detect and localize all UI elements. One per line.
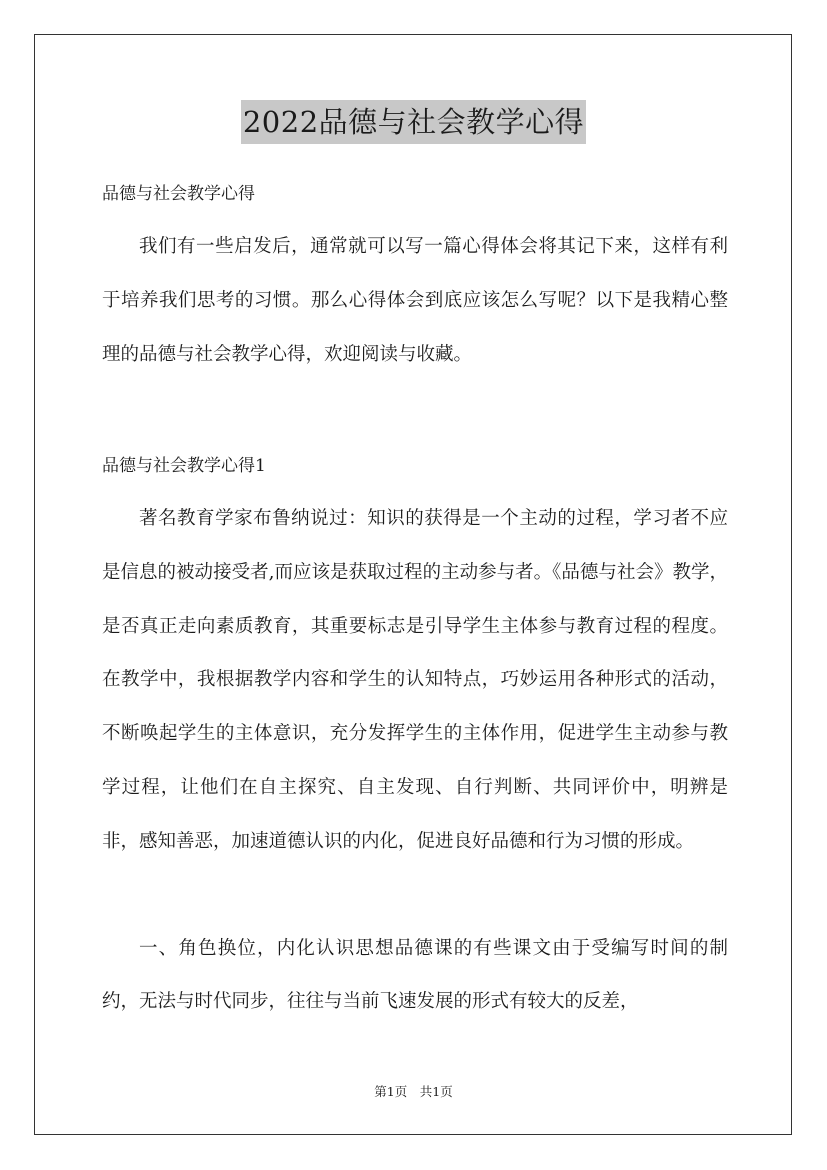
document-title: 2022品德与社会教学心得 bbox=[241, 100, 586, 144]
title-container bbox=[0, 100, 827, 144]
document-subtitle: 品德与社会教学心得 bbox=[102, 184, 255, 204]
section-1-paragraph-2: 一、角色换位，内化认识思想品德课的有些课文由于受编写时间的制约，无法与时代同步，往往与当前飞速发展的形式有较大的反差， bbox=[102, 938, 728, 1012]
section-1-heading: 品德与社会教学心得1 bbox=[102, 456, 266, 476]
page-footer: 第1页 共1页 bbox=[374, 1084, 453, 1099]
intro-paragraph: 我们有一些启发后，通常就可以写一篇心得体会将其记下来，这样有利于培养我们思考的习惯。那么心得体会到底应该怎么写呢？以下是我精心整理的品德与社会教学心得，欢迎阅读与收藏。 bbox=[102, 236, 728, 365]
section-1-paragraph-1: 著名教育学家布鲁纳说过：知识的获得是一个主动的过程，学习者不应是信息的被动接受者,而应该是获取过程的主动参与者。《品德与社会》教学，是否真正走向素质教育，其重要标志是引导学生主体参与教育过程的程度。在教学中，我根据教学内容和学生的认知特点，巧妙运用各种形式的活动，不断唤起学生的主体意识，充分发挥学生的主体作用，促进学生主动参与教学过程，让他们在自主探究、自主发现、自行判断、共同评价中，明辨是非，感知善恶，加速道德认识的内化，促进良好品德和行为习惯的形成。 bbox=[102, 508, 728, 852]
